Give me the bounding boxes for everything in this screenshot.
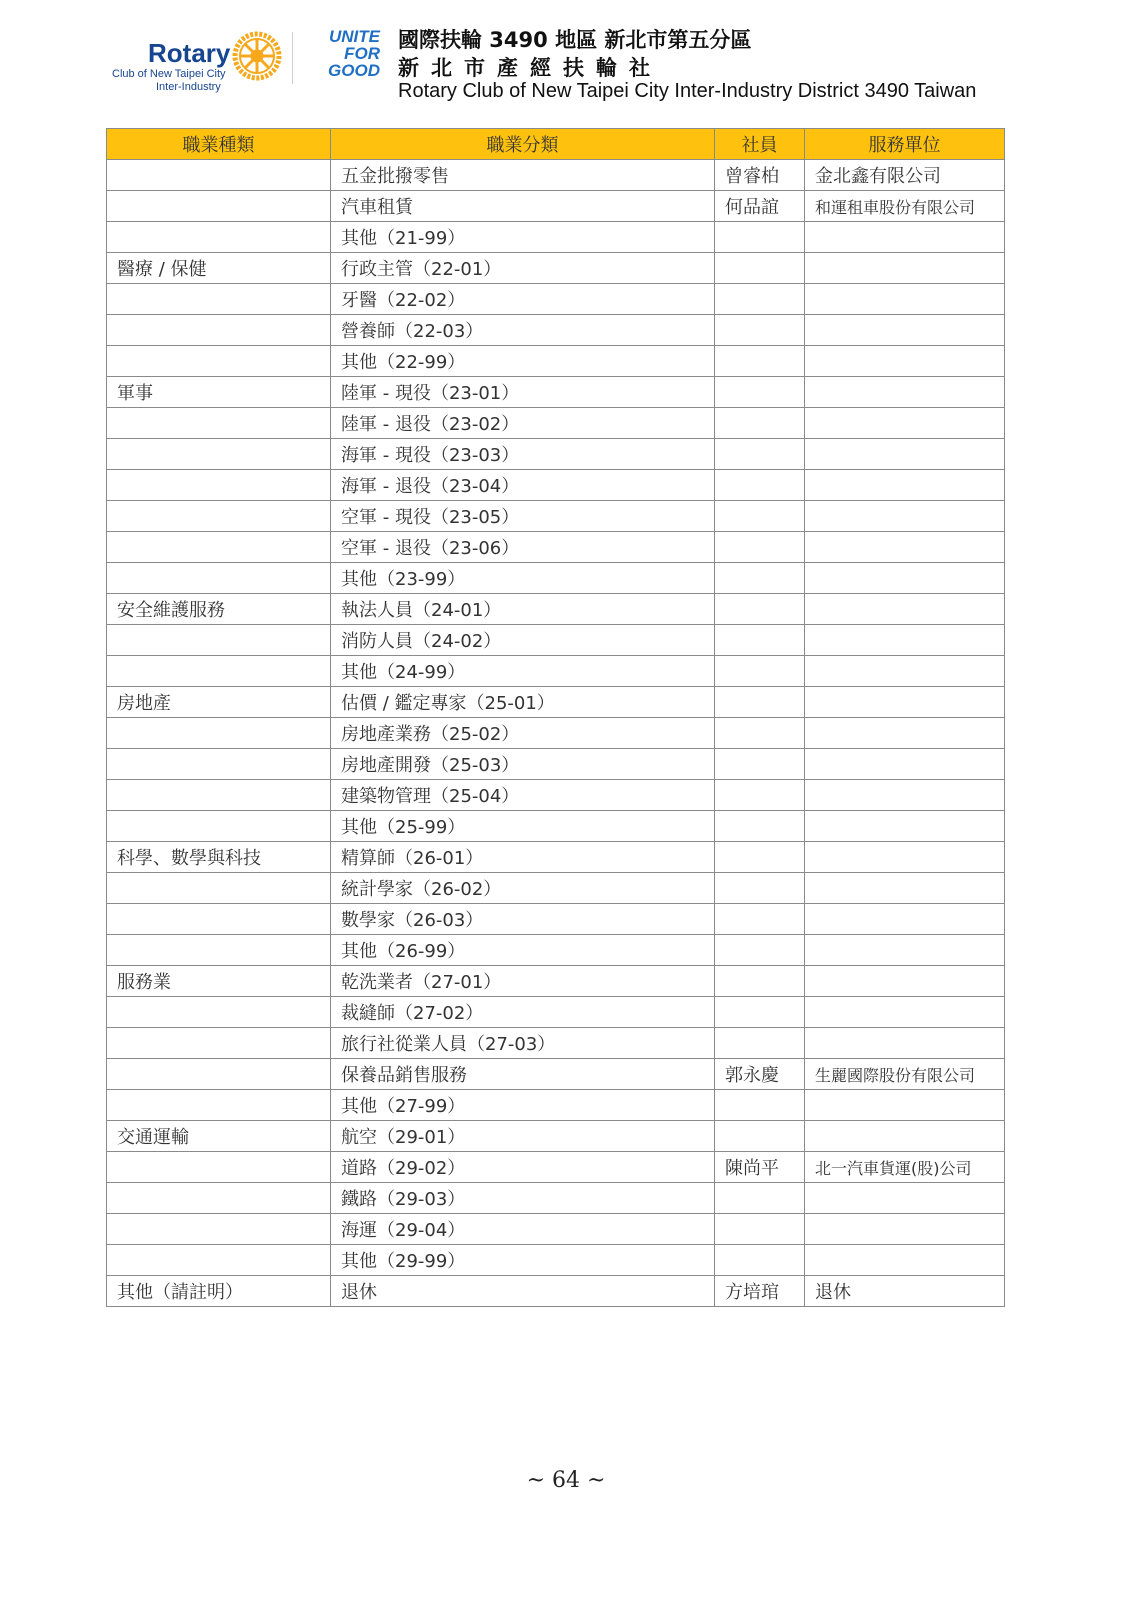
cell-member	[715, 563, 805, 594]
cell-unit	[805, 842, 1005, 873]
cell-type	[107, 284, 331, 315]
table-row	[107, 315, 1005, 346]
cell-member: 曾睿柏	[715, 160, 805, 191]
cell-member	[715, 997, 805, 1028]
cell-member	[715, 935, 805, 966]
cell-type: 科學、數學與科技	[107, 842, 331, 873]
cell-category: 執法人員（24-01）	[331, 594, 715, 625]
cell-category: 五金批撥零售	[331, 160, 715, 191]
cell-unit	[805, 470, 1005, 501]
cell-category: 汽車租賃	[331, 191, 715, 222]
cell-category: 陸軍 - 現役（23-01）	[331, 377, 715, 408]
cell-category: 裁縫師（27-02）	[331, 997, 715, 1028]
cell-category: 其他（24-99）	[331, 656, 715, 687]
cell-category: 其他（27-99）	[331, 1090, 715, 1121]
cell-unit	[805, 222, 1005, 253]
cell-unit	[805, 346, 1005, 377]
club-title-cn: 新北市產經扶輪社	[398, 56, 662, 80]
cell-member	[715, 1121, 805, 1152]
cell-member: 何品誼	[715, 191, 805, 222]
cell-category: 空軍 - 現役（23-05）	[331, 501, 715, 532]
cell-type	[107, 160, 331, 191]
cell-member	[715, 253, 805, 284]
cell-unit	[805, 1090, 1005, 1121]
cell-type: 安全維護服務	[107, 594, 331, 625]
table-row	[107, 780, 1005, 811]
cell-type	[107, 191, 331, 222]
cell-category: 其他（25-99）	[331, 811, 715, 842]
cell-type	[107, 315, 331, 346]
cell-unit	[805, 780, 1005, 811]
cell-category: 退休	[331, 1276, 715, 1307]
cell-member: 方培琯	[715, 1276, 805, 1307]
club-name-line2: Inter-Industry	[156, 81, 221, 93]
table-row	[107, 997, 1005, 1028]
cell-type	[107, 1214, 331, 1245]
cell-type	[107, 1152, 331, 1183]
cell-member	[715, 222, 805, 253]
cell-member	[715, 749, 805, 780]
cell-member: 郭永慶	[715, 1059, 805, 1090]
cell-member	[715, 284, 805, 315]
occupation-table	[106, 128, 1005, 1307]
cell-category: 道路（29-02）	[331, 1152, 715, 1183]
table-row	[107, 1214, 1005, 1245]
cell-unit	[805, 1028, 1005, 1059]
slogan	[300, 28, 380, 79]
rotary-logo-text: Rotary	[148, 38, 231, 68]
page-number: ~ 64 ~	[526, 1468, 606, 1493]
cell-type	[107, 222, 331, 253]
cell-unit	[805, 997, 1005, 1028]
table-row	[107, 1276, 1005, 1307]
cell-member	[715, 532, 805, 563]
table-row	[107, 222, 1005, 253]
cell-unit: 生麗國際股份有限公司	[805, 1059, 1005, 1090]
cell-category: 其他（26-99）	[331, 935, 715, 966]
cell-unit	[805, 284, 1005, 315]
cell-member	[715, 315, 805, 346]
table-row	[107, 656, 1005, 687]
table-row	[107, 687, 1005, 718]
cell-category: 房地產業務（25-02）	[331, 718, 715, 749]
cell-category: 消防人員（24-02）	[331, 625, 715, 656]
cell-category: 其他（23-99）	[331, 563, 715, 594]
cell-type	[107, 563, 331, 594]
cell-unit	[805, 1183, 1005, 1214]
table-row	[107, 1183, 1005, 1214]
cell-category: 海運（29-04）	[331, 1214, 715, 1245]
cell-category: 鐵路（29-03）	[331, 1183, 715, 1214]
cell-type: 軍事	[107, 377, 331, 408]
table-row	[107, 160, 1005, 191]
cell-member	[715, 1183, 805, 1214]
logo-divider	[292, 32, 293, 84]
cell-member	[715, 625, 805, 656]
cell-member	[715, 904, 805, 935]
cell-type	[107, 1183, 331, 1214]
cell-member	[715, 687, 805, 718]
table-row	[107, 1152, 1005, 1183]
cell-member: 陳尚平	[715, 1152, 805, 1183]
cell-type	[107, 1059, 331, 1090]
cell-type	[107, 656, 331, 687]
cell-type	[107, 1090, 331, 1121]
cell-type: 其他（請註明）	[107, 1276, 331, 1307]
cell-unit	[805, 873, 1005, 904]
cell-type: 交通運輸	[107, 1121, 331, 1152]
cell-type	[107, 408, 331, 439]
cell-type	[107, 625, 331, 656]
cell-category: 其他（29-99）	[331, 1245, 715, 1276]
club-name-line1: Club of New Taipei City	[112, 68, 226, 80]
cell-unit	[805, 532, 1005, 563]
table-row	[107, 904, 1005, 935]
cell-unit	[805, 1214, 1005, 1245]
cell-type	[107, 904, 331, 935]
cell-category: 空軍 - 退役（23-06）	[331, 532, 715, 563]
cell-type	[107, 532, 331, 563]
table-row	[107, 253, 1005, 284]
cell-unit: 和運租車股份有限公司	[805, 191, 1005, 222]
cell-category: 營養師（22-03）	[331, 315, 715, 346]
column-header-member: 社員	[715, 129, 805, 160]
cell-type	[107, 470, 331, 501]
slogan-line: FOR	[344, 44, 380, 63]
cell-unit	[805, 625, 1005, 656]
cell-category: 房地產開發（25-03）	[331, 749, 715, 780]
cell-type: 服務業	[107, 966, 331, 997]
table-row	[107, 1028, 1005, 1059]
cell-unit	[805, 315, 1005, 346]
cell-type	[107, 780, 331, 811]
cell-category: 其他（22-99）	[331, 346, 715, 377]
column-header-unit: 服務單位	[805, 129, 1005, 160]
cell-category: 其他（21-99）	[331, 222, 715, 253]
table-row	[107, 842, 1005, 873]
table-row	[107, 191, 1005, 222]
cell-unit: 北一汽車貨運(股)公司	[805, 1152, 1005, 1183]
cell-member	[715, 780, 805, 811]
slogan-line: GOOD	[328, 61, 380, 80]
table-row	[107, 749, 1005, 780]
cell-type: 房地產	[107, 687, 331, 718]
cell-category: 乾洗業者（27-01）	[331, 966, 715, 997]
cell-member	[715, 408, 805, 439]
cell-unit	[805, 687, 1005, 718]
cell-member	[715, 966, 805, 997]
cell-unit	[805, 501, 1005, 532]
cell-unit	[805, 408, 1005, 439]
table-row	[107, 594, 1005, 625]
rotary-wheel-icon	[231, 30, 283, 82]
cell-category: 陸軍 - 退役（23-02）	[331, 408, 715, 439]
cell-unit	[805, 966, 1005, 997]
table-row	[107, 284, 1005, 315]
table-row	[107, 346, 1005, 377]
cell-type	[107, 718, 331, 749]
cell-member	[715, 470, 805, 501]
cell-unit: 金北鑫有限公司	[805, 160, 1005, 191]
cell-member	[715, 873, 805, 904]
cell-member	[715, 1245, 805, 1276]
cell-unit	[805, 749, 1005, 780]
cell-type	[107, 935, 331, 966]
table-row	[107, 501, 1005, 532]
club-title-en: Rotary Club of New Taipei City Inter-Industry District 3490 Taiwan	[398, 80, 977, 102]
cell-category: 海軍 - 現役（23-03）	[331, 439, 715, 470]
cell-member	[715, 439, 805, 470]
cell-member	[715, 1028, 805, 1059]
cell-member	[715, 842, 805, 873]
cell-unit	[805, 377, 1005, 408]
cell-type	[107, 997, 331, 1028]
table-row	[107, 1059, 1005, 1090]
cell-category: 航空（29-01）	[331, 1121, 715, 1152]
table-row	[107, 439, 1005, 470]
cell-type	[107, 346, 331, 377]
column-header-type: 職業種類	[107, 129, 331, 160]
page-header	[0, 0, 1132, 120]
cell-type	[107, 1028, 331, 1059]
table-row	[107, 470, 1005, 501]
cell-type	[107, 749, 331, 780]
cell-unit	[805, 253, 1005, 284]
slogan-line: UNITE	[329, 27, 380, 46]
table-row	[107, 811, 1005, 842]
cell-unit	[805, 811, 1005, 842]
table-row	[107, 563, 1005, 594]
table-row	[107, 1121, 1005, 1152]
table-row	[107, 935, 1005, 966]
cell-unit	[805, 656, 1005, 687]
table-header-row	[107, 129, 1005, 160]
cell-unit	[805, 439, 1005, 470]
table-row	[107, 408, 1005, 439]
table-row	[107, 966, 1005, 997]
cell-member	[715, 1214, 805, 1245]
cell-type	[107, 439, 331, 470]
cell-unit: 退休	[805, 1276, 1005, 1307]
cell-category: 精算師（26-01）	[331, 842, 715, 873]
cell-member	[715, 501, 805, 532]
table-row	[107, 625, 1005, 656]
table-row	[107, 532, 1005, 563]
table-row	[107, 377, 1005, 408]
cell-category: 旅行社從業人員（27-03）	[331, 1028, 715, 1059]
cell-member	[715, 718, 805, 749]
cell-member	[715, 594, 805, 625]
cell-unit	[805, 1245, 1005, 1276]
cell-type: 醫療 / 保健	[107, 253, 331, 284]
cell-type	[107, 1245, 331, 1276]
cell-member	[715, 656, 805, 687]
cell-unit	[805, 935, 1005, 966]
cell-member	[715, 377, 805, 408]
cell-unit	[805, 904, 1005, 935]
cell-type	[107, 811, 331, 842]
cell-category: 估價 / 鑑定專家（25-01）	[331, 687, 715, 718]
cell-member	[715, 1090, 805, 1121]
table-row	[107, 873, 1005, 904]
table-row	[107, 718, 1005, 749]
table-body	[107, 160, 1005, 1307]
table-row	[107, 1245, 1005, 1276]
cell-unit	[805, 594, 1005, 625]
cell-unit	[805, 563, 1005, 594]
cell-category: 統計學家（26-02）	[331, 873, 715, 904]
cell-type	[107, 873, 331, 904]
cell-unit	[805, 718, 1005, 749]
cell-category: 保養品銷售服務	[331, 1059, 715, 1090]
table-row	[107, 1090, 1005, 1121]
cell-category: 海軍 - 退役（23-04）	[331, 470, 715, 501]
district-title: 國際扶輪 3490 地區 新北市第五分區	[398, 28, 752, 52]
cell-unit	[805, 1121, 1005, 1152]
cell-category: 建築物管理（25-04）	[331, 780, 715, 811]
cell-category: 行政主管（22-01）	[331, 253, 715, 284]
cell-category: 數學家（26-03）	[331, 904, 715, 935]
cell-type	[107, 501, 331, 532]
column-header-category: 職業分類	[331, 129, 715, 160]
cell-member	[715, 346, 805, 377]
cell-category: 牙醫（22-02）	[331, 284, 715, 315]
cell-member	[715, 811, 805, 842]
